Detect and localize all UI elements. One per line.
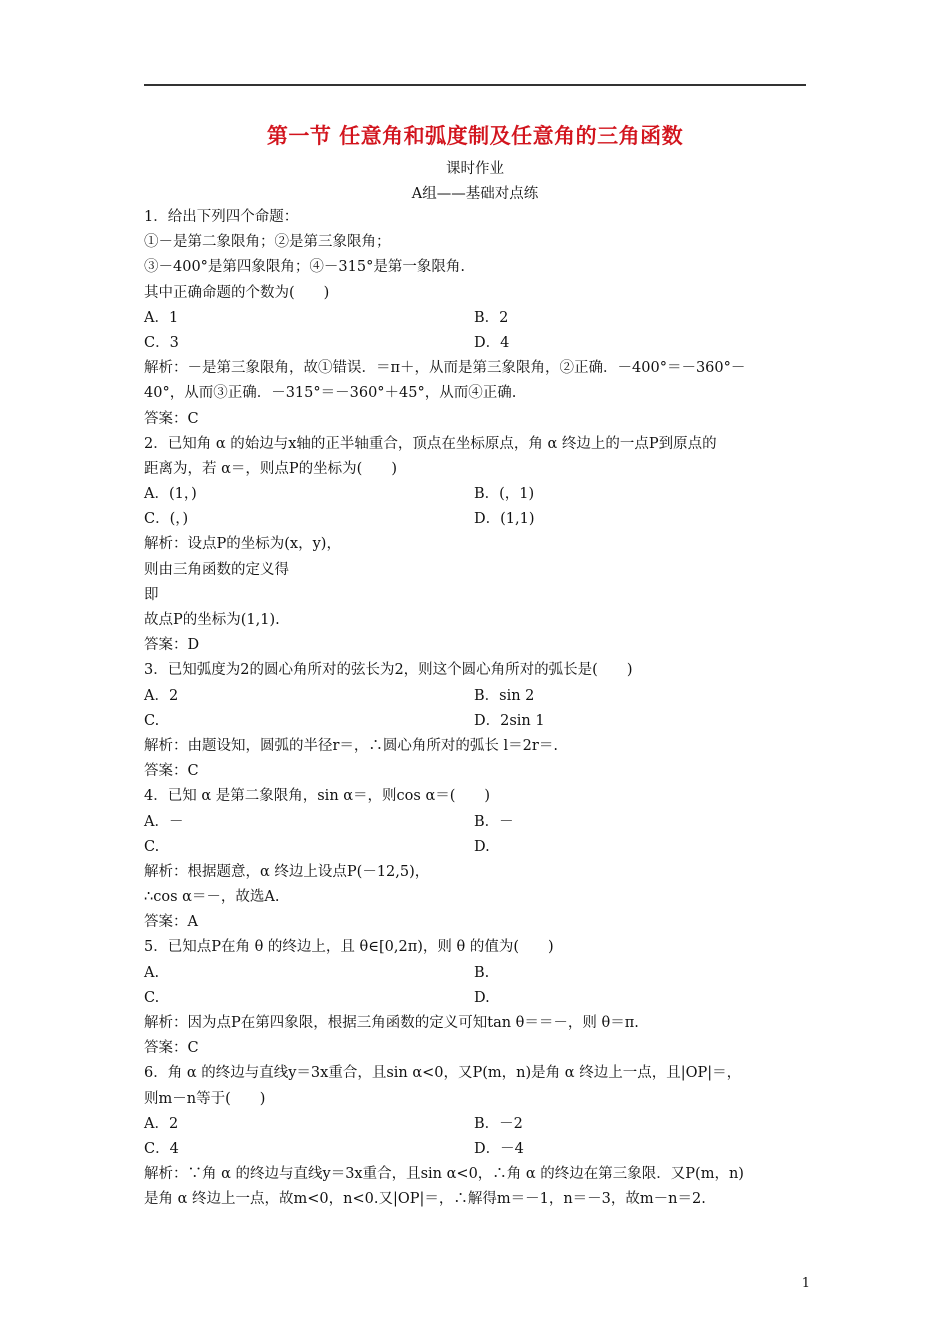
text-line: ③－400°是第四象限角；④－315°是第一象限角. — [144, 259, 465, 276]
text-line: 即 — [144, 586, 159, 603]
text-line: 解析：∵角 α 的终边与直线y＝3x重合，且sin α<0，∴角 α 的终边在第三象限．又P(m，n) — [144, 1166, 744, 1183]
page-number: 1 — [801, 1276, 810, 1291]
option-right: B．(，1) — [474, 486, 535, 503]
option-left: A．2 — [144, 687, 179, 704]
text-line: 答案：C — [144, 763, 199, 780]
text-line: 解析：根据题意，α 终边上设点P(－12,5)， — [144, 863, 430, 880]
option-left: A．2 — [144, 1115, 179, 1132]
option-right: D. — [474, 989, 490, 1006]
option-right: D．2sin 1 — [474, 712, 545, 729]
answer-options-row — [144, 1137, 806, 1162]
option-left: C. — [144, 712, 160, 729]
text-line: 4．已知 α 是第二象限角，sin α＝，则cos α＝( ) — [144, 788, 491, 805]
option-left: C. — [144, 838, 160, 855]
text-line: 答案：C — [144, 410, 199, 427]
answer-options-row — [144, 1112, 806, 1137]
answer-options-row — [144, 835, 806, 860]
option-left: A．(1，) — [144, 486, 197, 503]
option-right: D. — [474, 838, 490, 855]
option-left: A. — [144, 964, 160, 981]
section-title: 第一节 任意角和弧度制及任意角的三角函数 — [266, 124, 684, 148]
homework-label: 课时作业 — [446, 161, 504, 177]
answer-options-row — [144, 507, 806, 532]
text-line: 5．已知点P在角 θ 的终边上，且 θ∈[0,2π)，则 θ 的值为( ) — [144, 939, 554, 956]
option-right: B．sin 2 — [474, 687, 535, 704]
text-line: 答案：A — [144, 914, 198, 931]
group-label: A组——基础对点练 — [411, 186, 539, 202]
answer-options-row — [144, 810, 806, 835]
text-line: 解析：设点P的坐标为(x，y)， — [144, 536, 341, 553]
option-right: B．2 — [474, 309, 509, 326]
text-line: 1．给出下列四个命题： — [144, 209, 299, 225]
option-left: C. — [144, 989, 160, 1006]
text-line: 则由三角函数的定义得 — [144, 561, 289, 578]
document-body — [144, 205, 806, 1213]
option-left: A．－ — [144, 813, 184, 830]
answer-options-row — [144, 986, 806, 1011]
option-right: D．－4 — [474, 1140, 524, 1157]
answer-options-row — [144, 961, 806, 986]
text-line: 答案：C — [144, 1040, 199, 1057]
option-left: A．1 — [144, 309, 179, 326]
text-line: 解析：－是第三象限角，故①错误．＝π＋，从而是第三象限角，②正确．－400°＝－360°－ — [144, 360, 746, 377]
text-line: 解析：因为点P在第四象限，根据三角函数的定义可知tan θ＝＝－，则 θ＝π. — [144, 1015, 639, 1031]
option-left: C．4 — [144, 1140, 179, 1157]
text-line: 是角 α 终边上一点，故m<0，n<0.又|OP|＝，∴解得m＝－1，n＝－3，故m－n＝2. — [144, 1191, 706, 1208]
text-line: 其中正确命题的个数为( ) — [144, 284, 330, 301]
option-left: C．(，) — [144, 511, 189, 528]
text-line: 6．角 α 的终边与直线y＝3x重合，且sin α<0，又P(m，n)是角 α 终边上一点，且|OP|＝， — [144, 1065, 742, 1082]
answer-options-row — [144, 331, 806, 356]
text-line: 3．已知弧度为2的圆心角所对的弦长为2，则这个圆心角所对的弧长是( ) — [144, 662, 633, 679]
option-right: B．－2 — [474, 1115, 523, 1132]
option-right: B. — [474, 964, 490, 981]
text-line: 距离为，若 α＝，则点P的坐标为( ) — [144, 460, 397, 477]
answer-options-row — [144, 482, 806, 507]
option-right: B．－ — [474, 813, 514, 830]
answer-options-row — [144, 709, 806, 734]
text-line: ①－是第二象限角；②是第三象限角； — [144, 234, 391, 251]
answer-options-row — [144, 306, 806, 331]
option-right: D．4 — [474, 334, 510, 351]
text-line: 故点P的坐标为(1,1). — [144, 612, 280, 628]
header-rule — [144, 84, 806, 86]
text-line: 答案：D — [144, 637, 200, 654]
answer-options-row — [144, 684, 806, 709]
option-right: D．(1,1) — [474, 511, 535, 528]
text-line: ∴cos α＝－，故选A. — [144, 889, 280, 906]
option-left: C．3 — [144, 334, 179, 351]
text-line: 40°，从而③正确．－315°＝－360°＋45°，从而④正确. — [144, 385, 517, 402]
text-line: 2．已知角 α 的始边与x轴的正半轴重合，顶点在坐标原点，角 α 终边上的一点P到原点的 — [144, 435, 717, 452]
text-line: 则m－n等于( ) — [144, 1090, 266, 1107]
text-line: 解析：由题设知，圆弧的半径r＝，∴圆心角所对的弧长 l＝2r＝. — [144, 737, 558, 754]
